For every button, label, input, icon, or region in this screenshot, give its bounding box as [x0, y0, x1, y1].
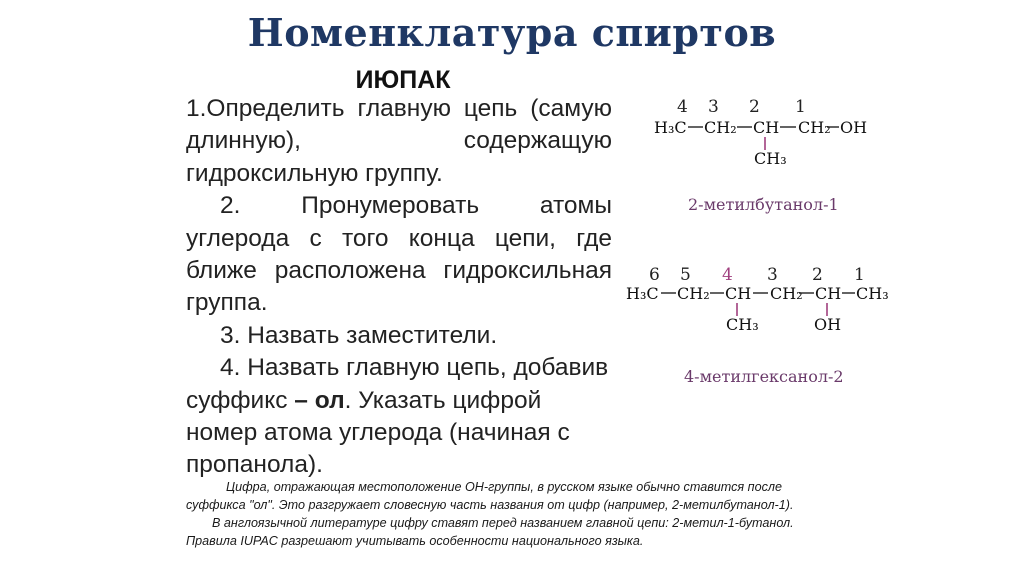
chain-group: CH₃ [856, 284, 889, 303]
atom-number: 4 [722, 265, 733, 285]
atom-number: 1 [854, 265, 865, 285]
branch-group: CH₃ [726, 315, 759, 334]
chain-group: H₃C [654, 118, 687, 137]
structural-formula-2-methylbutanol-1 [650, 98, 880, 178]
structural-formula-4-methylhexanol-2 [622, 262, 892, 342]
formula-2-caption: 4-метилгексанол-2 [684, 367, 844, 386]
rule-4-text: 4. Назвать главную цепь, добавив суффикс [186, 354, 609, 414]
chain-group: CH [725, 284, 752, 303]
chain-group: CH₂ [770, 284, 803, 303]
section-heading: ИЮПАК [355, 66, 451, 94]
footnote-line: суффикса "ол". Это разгружает словесную часть названия от цифр (например, 2-метилбутанол-1). [186, 498, 794, 512]
chain-group: H₃C [626, 284, 659, 303]
formula-1-caption: 2-метилбутанол-1 [688, 195, 839, 214]
atom-number: 3 [708, 97, 719, 117]
atom-number: 1 [795, 97, 806, 117]
rule-4-suffix: – ол [294, 386, 345, 414]
chain-group: CH₂ [677, 284, 710, 303]
footnote-line: Цифра, отражающая местоположение ОН-группы, в русском языке обычно ставится после [226, 480, 782, 494]
slide-title: Номенклатура спиртов [247, 10, 777, 55]
atom-number: 4 [677, 97, 688, 117]
formula-2-graphic [622, 262, 892, 342]
atom-number: 2 [812, 265, 823, 285]
rule-4 [186, 352, 612, 482]
rule-4-tail: . Указать цифрой номер атома углерода (начиная с пропанола). [186, 386, 570, 479]
atom-number: 3 [767, 265, 778, 285]
rule-2: 2. Пронумеровать атомы углерода с того конца цепи, где ближе расположена гидроксильная группа. [186, 192, 612, 317]
formula-1-graphic [650, 98, 880, 178]
rules-list [186, 93, 612, 482]
chain-group: CH₂ [798, 118, 831, 137]
chain-group: OH [840, 118, 868, 137]
branch-group: CH₃ [754, 149, 787, 168]
atom-number: 5 [680, 265, 691, 285]
chain-group: CH [753, 118, 780, 137]
branch-group: OH [814, 315, 842, 334]
chain-group: CH₂ [704, 118, 737, 137]
footnote-line: Правила IUPAC разрешают учитывать особенности национального языка. [186, 534, 644, 548]
footnote [186, 478, 886, 550]
atom-number: 6 [649, 265, 660, 285]
rule-1: 1.Определить главную цепь (самую длинную), содержащую гидроксильную группу. [186, 95, 612, 187]
rule-3: 3. Назвать заместители. [220, 321, 498, 349]
footnote-line: В англоязычной литературе цифру ставят перед названием главной цепи: 2-метил-1-бутанол. [212, 516, 794, 530]
atom-number: 2 [749, 97, 760, 117]
chain-group: CH [815, 284, 842, 303]
